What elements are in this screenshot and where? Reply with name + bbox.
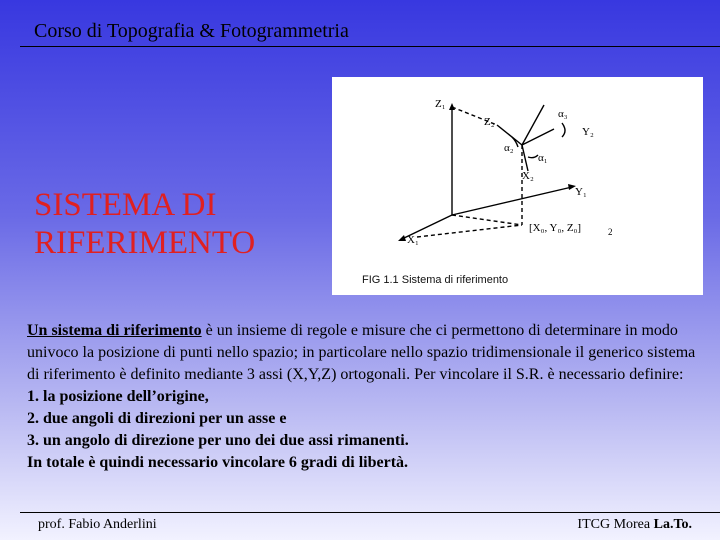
- label-z1: Z₁: [435, 98, 446, 110]
- footer-school-prefix: ITCG Morea: [577, 517, 654, 532]
- label-origin: [X₀, Y₀, Z₀]: [529, 222, 582, 234]
- label-z2: Z₂: [484, 116, 495, 128]
- label-y2: Y₂: [582, 126, 594, 138]
- intro-paragraph: [27, 320, 707, 386]
- axes-diagram: [332, 77, 703, 295]
- course-header: Corso di Topografia & Fotogrammetria: [34, 20, 349, 42]
- label-x1: X₁: [407, 234, 419, 246]
- slide-title-line2: RIFERIMENTO: [34, 225, 256, 261]
- label-y1: Y₁: [575, 186, 587, 198]
- list-item-3: 3. un angolo di direzione per uno dei due assi rimanenti.: [27, 432, 409, 449]
- conclusion: In totale è quindi necessario vincolare 6 gradi di libertà.: [27, 454, 409, 471]
- reference-system-figure: [332, 77, 703, 295]
- slide-title-line1: SISTEMA DI: [34, 187, 217, 223]
- figure-caption: FIG 1.1 Sistema di riferimento: [362, 274, 509, 286]
- label-alpha3: α₃: [558, 108, 568, 120]
- list-item-2: 2. due angoli di direzioni per un asse e: [27, 410, 287, 427]
- footer-divider: [20, 512, 720, 513]
- label-origin-sub: 2: [608, 227, 613, 237]
- label-x2: X₂: [522, 170, 534, 182]
- footer-school: [577, 517, 692, 533]
- label-alpha2: α₂: [504, 142, 514, 154]
- slide-title: [34, 186, 255, 262]
- header-divider: [20, 46, 720, 47]
- footer-author: prof. Fabio Anderlini: [38, 517, 157, 532]
- intro-rest: è un insieme di regole e misure che ci permettono di determinare in modo univoco la posizione di punti nello spazio; in particolare nello spazio tridimensionale il generico sistema di riferimento è definito mediante 3 assi (X,Y,Z) ortogonali. Per vincolare il S.R. è necessario definire:: [27, 322, 696, 383]
- list-item-1: 1. la posizione dell’origine,: [27, 388, 209, 405]
- footer-school-bold: La.To.: [653, 517, 692, 532]
- body-text: [27, 320, 707, 474]
- intro-term: Un sistema di riferimento: [27, 322, 202, 339]
- label-alpha1: α₁: [538, 152, 548, 164]
